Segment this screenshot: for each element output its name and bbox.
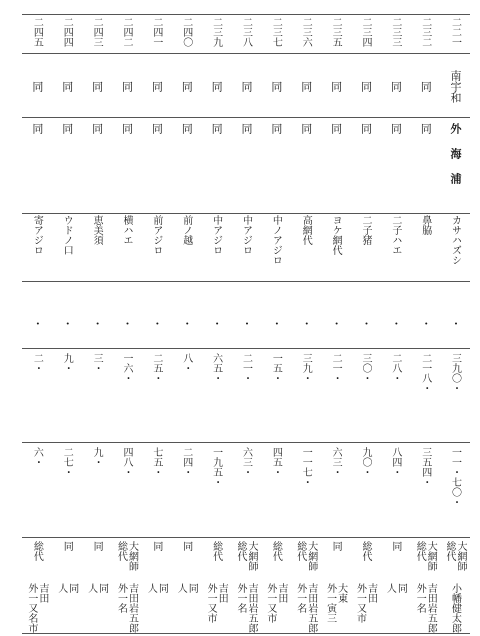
dot-cell-cell [52,303,82,343]
region-cell-cell [22,123,52,211]
place-cell-cell [261,57,291,115]
place-cell: 同 [299,80,313,92]
place-cell-cell [141,57,171,115]
region-cell-cell [52,123,82,211]
entry-number: 二三六 [300,17,312,47]
value-first: 二一八・ [419,353,431,393]
value-second-cell [201,447,231,535]
holder-name: 大東 外一寅三 [324,583,347,623]
region-cell: 同 [180,123,194,134]
region-cell-cell [380,123,410,211]
holder-name-cell [22,583,52,633]
role-cell-cell [380,541,410,581]
role-cell: 大網師 総代 [444,541,467,571]
dot-cell-cell [82,303,112,343]
holder-name: 吉田 外一又市 [354,583,377,623]
value-first-cell [440,353,470,439]
region-cell: 同 [419,123,433,134]
table-column [410,15,440,633]
value-second-cell [52,447,82,535]
place-cell-cell [231,57,261,115]
value-second: 一一七・ [300,447,312,487]
value-first: 三九・ [300,353,312,383]
table-column [291,15,321,633]
value-second-cell [291,447,321,535]
dot-cell: ・ [150,317,164,329]
entry-number-cell [410,17,440,53]
entry-number-cell [291,17,321,53]
fishery-name-cell [410,215,440,279]
role-cell-cell [410,541,440,581]
role-cell: 総代 [270,541,282,561]
value-second-cell [410,447,440,535]
role-cell: 総代 [210,541,222,561]
fishery-name: 鼻脇 [419,215,431,235]
value-second-cell [351,447,381,535]
value-second-cell [171,447,201,535]
region-cell: 同 [150,123,164,134]
entry-number: 二三三 [389,17,401,47]
fishery-name-cell [291,215,321,279]
table-column [22,15,52,633]
dot-cell: ・ [180,317,194,329]
value-first-cell [22,353,52,439]
fishery-name: 中アジロ [240,215,252,255]
role-cell: 総代 [31,541,43,561]
role-cell: 同 [61,541,73,551]
fishery-name: 前アジロ [150,215,162,255]
entry-number-cell [52,17,82,53]
value-second-cell [321,447,351,535]
holder-name: 吉田 外一又市 [264,583,287,623]
fishery-name-cell [112,215,142,279]
dot-cell-cell [231,303,261,343]
dot-cell: ・ [210,317,224,329]
value-first: 二一・ [240,353,252,383]
value-first: 八・ [180,353,192,373]
entry-number-cell [321,17,351,53]
entry-number: 二三七 [270,17,282,47]
role-cell-cell [141,541,171,581]
fishery-name: 横ハエ [121,215,133,245]
entry-number: 二三八 [240,17,252,47]
role-cell-cell [231,541,261,581]
value-first-cell [82,353,112,439]
table-column [231,15,261,633]
entry-number: 二三二 [419,17,431,47]
table-column [82,15,112,633]
fishery-name: 高網代 [300,215,312,245]
entry-number: 二二一 [449,17,461,47]
role-cell: 大網師 総代 [115,541,138,571]
value-second: 六三・ [240,447,252,477]
dot-cell: ・ [419,317,433,329]
role-cell-cell [291,541,321,581]
holder-name-cell [410,583,440,633]
entry-number-cell [380,17,410,53]
value-first: 二一・ [330,353,342,383]
region-cell-cell [440,123,470,211]
region-cell: 同 [359,123,373,134]
value-first-cell [380,353,410,439]
value-first-cell [410,353,440,439]
value-second: 九・ [91,447,103,467]
value-first-cell [171,353,201,439]
dot-cell: ・ [269,317,283,329]
holder-name-cell [52,583,82,633]
dot-cell: ・ [60,317,74,329]
fishery-name: 中アジロ [210,215,222,255]
holder-name-cell [231,583,261,633]
place-cell: 同 [419,80,433,92]
fishery-name-cell [231,215,261,279]
entry-number-cell [261,17,291,53]
holder-name-cell [141,583,171,633]
dot-cell: ・ [359,317,373,329]
place-cell-cell [291,57,321,115]
table-column [52,15,82,633]
region-cell: 同 [389,123,403,134]
dot-cell: ・ [239,317,253,329]
dot-cell-cell [171,303,201,343]
place-cell-cell [410,57,440,115]
dot-cell-cell [440,303,470,343]
holder-name-cell [321,583,351,633]
role-cell-cell [201,541,231,581]
role-cell-cell [171,541,201,581]
value-first: 二・ [31,353,43,373]
fishery-name: ヨケ網代 [330,215,342,255]
region-cell-cell [231,123,261,211]
table-column [201,15,231,633]
role-cell-cell [321,541,351,581]
place-cell-cell [52,57,82,115]
role-cell: 総代 [359,541,371,561]
place-cell-cell [321,57,351,115]
holder-name: 同 人 [175,583,198,593]
entry-number-cell [141,17,171,53]
holder-name: 小幡健太郎 [449,583,461,633]
holder-name: 吉田岩五郎 外一名 [234,583,257,633]
value-second: 九〇・ [359,447,371,477]
dot-cell-cell [291,303,321,343]
place-cell: 同 [150,80,164,92]
role-cell-cell [52,541,82,581]
table-column [141,15,171,633]
place-cell-cell [112,57,142,115]
fishery-name: 前ノ越 [180,215,192,245]
holder-name: 吉田岩五郎 外一名 [294,583,317,633]
region-cell: 同 [30,123,44,134]
place-cell-cell [380,57,410,115]
value-first: 二八・ [389,353,401,383]
region-cell: 外海浦 [449,123,463,198]
fishery-name-cell [22,215,52,279]
entry-number: 二四三 [91,17,103,47]
dot-cell-cell [22,303,52,343]
place-cell: 同 [120,80,134,92]
region-cell-cell [410,123,440,211]
fishery-name-cell [52,215,82,279]
place-cell: 同 [239,80,253,92]
value-first: 一五・ [270,353,282,383]
dot-cell: ・ [30,317,44,329]
place-cell: 同 [210,80,224,92]
holder-name-cell [82,583,112,633]
role-cell: 同 [91,541,103,551]
dot-cell-cell [141,303,171,343]
region-cell: 同 [269,123,283,134]
region-cell: 同 [210,123,224,134]
region-cell: 同 [90,123,104,134]
entry-number: 二四四 [61,17,73,47]
place-cell: 同 [90,80,104,92]
fishery-name-cell [351,215,381,279]
value-first: 三・ [91,353,103,373]
value-second-cell [112,447,142,535]
value-second-cell [141,447,171,535]
value-second: 四五・ [270,447,282,477]
value-first-cell [351,353,381,439]
table-column [171,15,201,633]
holder-name: 吉田 外一又市 [205,583,228,623]
region-cell-cell [82,123,112,211]
entry-number: 二三五 [330,17,342,47]
value-second-cell [261,447,291,535]
fishery-name-cell [261,215,291,279]
value-first-cell [261,353,291,439]
place-cell: 同 [269,80,283,92]
fishery-name: 恵美須 [91,215,103,245]
value-second: 一九五・ [210,447,222,487]
region-cell-cell [112,123,142,211]
region-cell-cell [141,123,171,211]
holder-name: 同 人 [145,583,168,593]
entry-number: 二四〇 [180,17,192,47]
value-second: 三五四・ [419,447,431,487]
entry-number-cell [440,17,470,53]
fishery-name-cell [82,215,112,279]
place-cell: 同 [30,80,44,92]
place-cell: 同 [329,80,343,92]
fishery-name: 寄アジロ [31,215,43,255]
dot-cell-cell [351,303,381,343]
fishery-name: 中ノアジロ [270,215,282,265]
entry-number: 二四五 [31,17,43,47]
entry-number-cell [351,17,381,53]
region-cell: 同 [239,123,253,134]
place-cell: 南宇和 [449,69,463,103]
dot-cell-cell [261,303,291,343]
fishery-name-cell [201,215,231,279]
place-cell: 同 [359,80,373,92]
holder-name: 同 人 [55,583,78,593]
fishery-name: 二子猪 [359,215,371,245]
place-cell-cell [351,57,381,115]
fishery-name-cell [440,215,470,279]
entry-number: 二三九 [210,17,222,47]
place-cell: 同 [60,80,74,92]
dot-cell: ・ [299,317,313,329]
role-cell-cell [112,541,142,581]
region-cell: 同 [120,123,134,134]
value-second: 六三・ [330,447,342,477]
role-cell: 大網師 総代 [294,541,317,571]
table-column [351,15,381,633]
table-column [261,15,291,633]
entry-number: 二三四 [359,17,371,47]
dot-cell: ・ [329,317,343,329]
entry-number: 二四二 [121,17,133,47]
region-cell-cell [321,123,351,211]
role-cell-cell [22,541,52,581]
region-cell-cell [201,123,231,211]
dot-cell: ・ [449,317,463,329]
value-second: 一一・七〇・ [449,447,461,507]
holder-name-cell [201,583,231,633]
value-first-cell [231,353,261,439]
value-first: 九・ [61,353,73,373]
value-first: 三九〇・ [449,353,461,393]
holder-name: 同 人 [85,583,108,593]
holder-name-cell [112,583,142,633]
entry-number-cell [231,17,261,53]
dot-cell: ・ [120,317,134,329]
region-cell: 同 [329,123,343,134]
holder-name-cell [261,583,291,633]
place-cell-cell [171,57,201,115]
entry-number-cell [82,17,112,53]
value-first: 三〇・ [359,353,371,383]
fishery-name: ウドノ口 [61,215,73,255]
value-first-cell [291,353,321,439]
value-second: 八四・ [389,447,401,477]
table-column [380,15,410,633]
value-second-cell [231,447,261,535]
entry-number-cell [22,17,52,53]
fishery-name-cell [141,215,171,279]
region-cell: 同 [60,123,74,134]
role-cell: 同 [389,541,401,551]
dot-cell-cell [410,303,440,343]
value-first-cell [321,353,351,439]
holder-name-cell [440,583,470,633]
value-second-cell [82,447,112,535]
holder-name: 吉田岩五郎 外一名 [414,583,437,633]
value-second-cell [380,447,410,535]
entry-number: 二四一 [150,17,162,47]
place-cell-cell [82,57,112,115]
value-first: 一六・ [121,353,133,383]
fishery-name-cell [171,215,201,279]
value-first: 六五・ [210,353,222,383]
value-second-cell [22,447,52,535]
value-first-cell [201,353,231,439]
value-second: 六・ [31,447,43,467]
table-column [321,15,351,633]
holder-name: 同 人 [384,583,407,593]
place-cell: 同 [180,80,194,92]
role-cell-cell [440,541,470,581]
value-second: 二四・ [180,447,192,477]
value-first-cell [112,353,142,439]
value-second: 七五・ [150,447,162,477]
entry-number-cell [112,17,142,53]
role-cell: 同 [330,541,342,551]
region-cell-cell [351,123,381,211]
value-first-cell [141,353,171,439]
role-cell: 大網師 総代 [414,541,437,571]
place-cell-cell [440,57,470,115]
value-second-cell [440,447,470,535]
role-cell: 大網師 総代 [234,541,257,571]
table-column [112,15,142,633]
place-cell: 同 [389,80,403,92]
holder-name-cell [171,583,201,633]
role-cell-cell [261,541,291,581]
fishery-name-cell [380,215,410,279]
value-second: 二七・ [61,447,73,477]
holder-name-cell [380,583,410,633]
holder-name-cell [351,583,381,633]
value-second: 四八・ [121,447,133,477]
region-cell-cell [261,123,291,211]
fishery-name: 二子ハエ [389,215,401,255]
dot-cell: ・ [90,317,104,329]
table-column [440,15,470,633]
region-cell-cell [291,123,321,211]
role-cell: 同 [150,541,162,551]
value-first-cell [52,353,82,439]
place-cell-cell [201,57,231,115]
dot-cell-cell [112,303,142,343]
holder-name: 吉田 外一又名市 [25,583,48,633]
fishery-name: カサハズシ [449,215,461,265]
dot-cell-cell [321,303,351,343]
role-cell-cell [82,541,112,581]
role-cell-cell [351,541,381,581]
holder-name: 吉田岩五郎 外一名 [115,583,138,633]
place-cell-cell [22,57,52,115]
role-cell: 同 [180,541,192,551]
fishery-name-cell [321,215,351,279]
holder-name-cell [291,583,321,633]
record-table [22,14,470,634]
region-cell: 同 [299,123,313,134]
entry-number-cell [171,17,201,53]
dot-cell-cell [380,303,410,343]
dot-cell: ・ [389,317,403,329]
region-cell-cell [171,123,201,211]
dot-cell-cell [201,303,231,343]
value-first: 二五・ [150,353,162,383]
entry-number-cell [201,17,231,53]
